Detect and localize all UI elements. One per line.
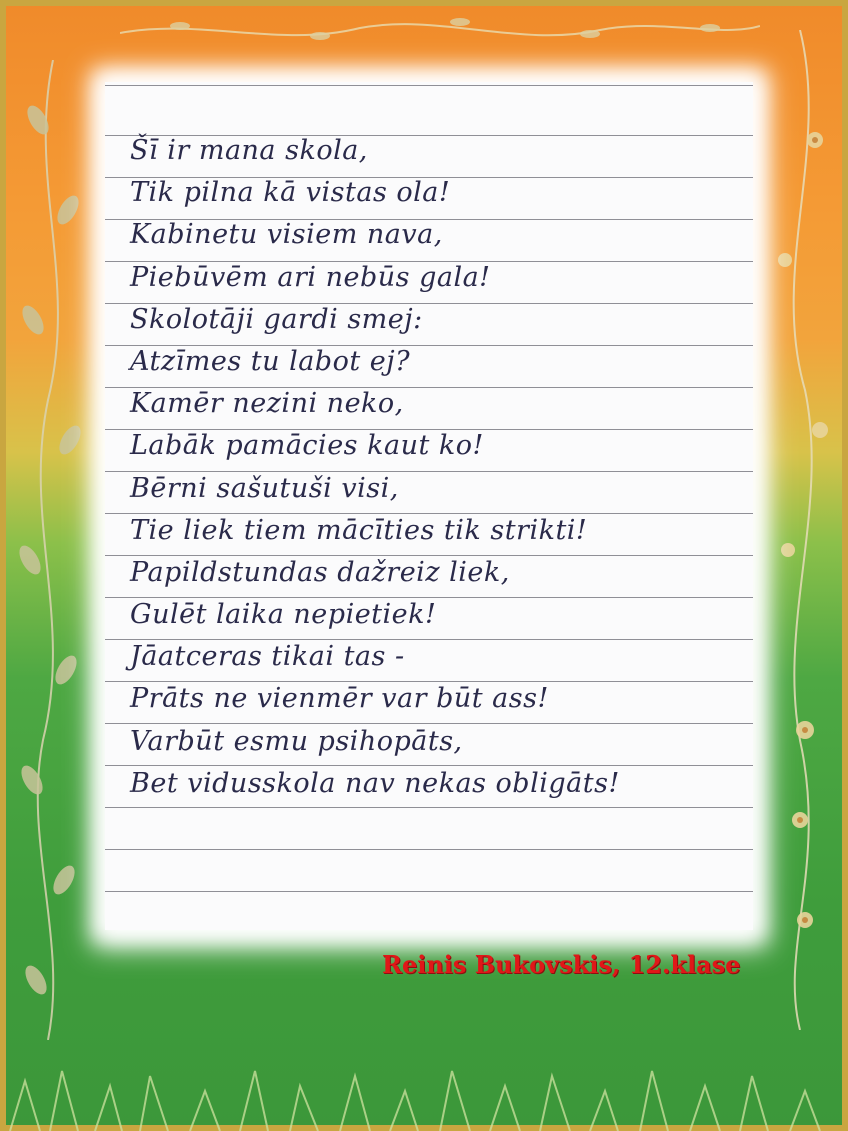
poem-line: Kabinetu visiem nava, [130,219,443,251]
poem-line: Labāk pamācies kaut ko! [130,430,484,462]
poem-line: Piebūvēm ari nebūs gala! [130,261,491,293]
poem-line: Bērni sašutuši visi, [130,472,399,504]
poem-line: Tik pilna kā vistas ola! [130,177,451,209]
poem [130,130,730,805]
poem-line: Jāatceras tikai tas - [130,641,405,673]
top-branch-icon [120,8,760,58]
poem-line: Gulēt laika nepietiek! [130,599,437,631]
author-signature: Reinis Bukovskis, 12.klase [382,950,741,979]
poem-line: Atzīmes tu labot ej? [130,345,411,377]
flower-vine-right-icon [760,30,840,1030]
poem-line: Kamēr nezini neko, [130,388,404,420]
poem-line: Varbūt esmu psihopāts, [130,725,463,757]
leaf-vine-left-icon [8,60,98,1040]
poem-line: Šī ir mana skola, [130,135,368,166]
poem-line: Skolotāji gardi smej: [130,303,423,335]
grass-icon [0,1041,848,1131]
poem-line: Prāts ne vienmēr var būt ass! [130,683,549,715]
poem-line: Tie liek tiem mācīties tik strikti! [130,514,588,546]
poem-line: Papildstundas dažreiz liek, [130,556,510,588]
poem-line: Bet vidusskola nav nekas obligāts! [130,767,620,799]
